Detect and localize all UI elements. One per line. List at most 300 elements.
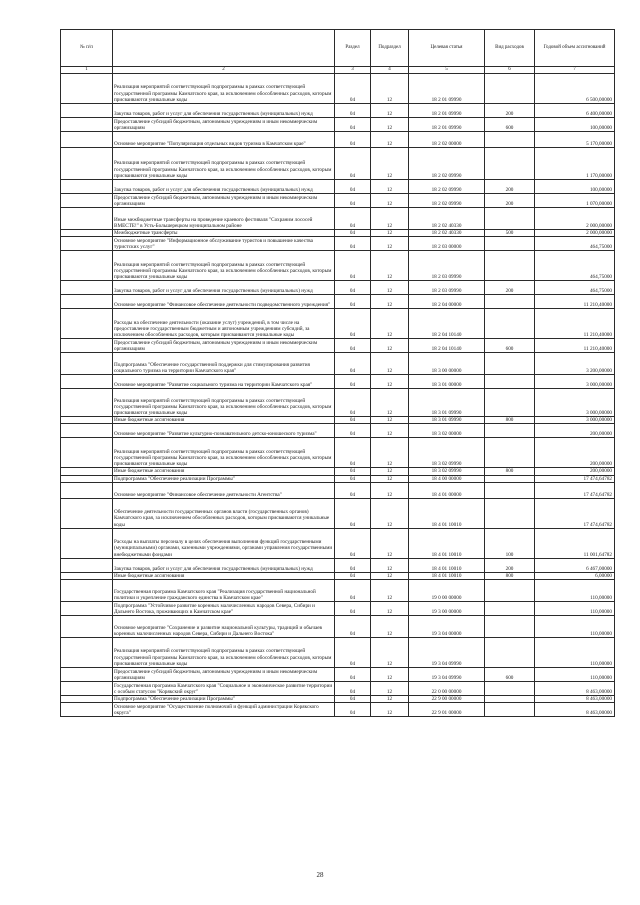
- row-section-cell: 04: [335, 703, 371, 717]
- table-row: [61, 558, 615, 572]
- row-name-cell: Основное мероприятие "Финансовое обеспечение деятельности подведомственного учреждения": [113, 295, 335, 309]
- row-number-cell: [61, 339, 113, 353]
- row-target-cell: 22 9 01 00000: [409, 703, 485, 717]
- row-name-cell: Иные бюджетные ассигнования: [113, 468, 335, 475]
- row-name-cell: Подпрограмма "Обеспечение государственной поддержки для стимулирования развития социального туризма на территории Камчатского края": [113, 353, 335, 375]
- row-amount-cell: 17 474,64782: [535, 482, 615, 498]
- row-subsection-cell: 12: [371, 118, 409, 132]
- row-target-cell: 19 3 04 09990: [409, 638, 485, 668]
- row-expense-type-cell: 800: [485, 417, 535, 424]
- row-amount-cell: 110,00000: [535, 668, 615, 682]
- row-name-cell: Предоставление субсидий бюджетным, автономным учреждениям и иным некоммерческим организациям: [113, 118, 335, 132]
- row-amount-cell: 17 474,64782: [535, 475, 615, 482]
- row-amount-cell: 6 400,00000: [535, 104, 615, 118]
- row-name-cell: Реализация мероприятий соответствующей подпрограммы в рамках соответствующей государственной программы Камчатского края, за исключением обособленных расходов, которым присваиваются уникальные коды: [113, 389, 335, 417]
- row-section-cell: 04: [335, 281, 371, 295]
- table-row: [61, 74, 615, 104]
- row-expense-type-cell: [485, 148, 535, 180]
- row-expense-type-cell: [485, 682, 535, 696]
- table-row: [61, 482, 615, 498]
- row-expense-type-cell: [485, 295, 535, 309]
- column-number: 5: [409, 67, 485, 74]
- page-number: 28: [316, 871, 324, 879]
- row-amount-cell: 8 463,00000: [535, 703, 615, 717]
- row-expense-type-cell: [485, 580, 535, 602]
- row-section-cell: 04: [335, 498, 371, 528]
- row-amount-cell: 3 000,00000: [535, 389, 615, 417]
- row-number-cell: [61, 638, 113, 668]
- row-expense-type-cell: 800: [485, 572, 535, 579]
- row-name-cell: Реализация мероприятий соответствующей подпрограммы в рамках соответствующей государственной программы Камчатского края, за исключением обособленных расходов, которым присваиваются уникальные коды: [113, 74, 335, 104]
- row-target-cell: 18 2 04 10140: [409, 309, 485, 339]
- row-target-cell: 18 3 02 09990: [409, 438, 485, 468]
- row-section-cell: 04: [335, 668, 371, 682]
- row-number-cell: [61, 353, 113, 375]
- row-number-cell: [61, 281, 113, 295]
- row-amount-cell: 11 210,40000: [535, 309, 615, 339]
- row-target-cell: 18 2 04 10140: [409, 339, 485, 353]
- row-section-cell: 04: [335, 237, 371, 251]
- table-row: [61, 424, 615, 438]
- column-number: 1: [61, 67, 113, 74]
- row-section-cell: 04: [335, 180, 371, 194]
- row-name-cell: Реализация мероприятий соответствующей подпрограммы в рамках соответствующей государственной программы Камчатского края, за исключением обособленных расходов, которым присваиваются уникальные коды: [113, 438, 335, 468]
- row-number-cell: [61, 498, 113, 528]
- row-expense-type-cell: 200: [485, 180, 535, 194]
- column-number: 2: [113, 67, 335, 74]
- row-name-cell: Реализация мероприятий соответствующей подпрограммы в рамках соответствующей государственной программы Камчатского края, за исключением обособленных расходов, которым присваиваются уникальные коды: [113, 251, 335, 281]
- row-number-cell: [61, 309, 113, 339]
- row-subsection-cell: 12: [371, 482, 409, 498]
- row-name-cell: Иные бюджетные ассигнования: [113, 417, 335, 424]
- budget-table: [60, 29, 615, 717]
- table-header-row: [61, 30, 615, 67]
- row-amount-cell: 11 210,40000: [535, 295, 615, 309]
- row-target-cell: 18 2 02 09990: [409, 194, 485, 208]
- column-numbers-row: [61, 67, 615, 74]
- row-subsection-cell: 12: [371, 558, 409, 572]
- row-amount-cell: 1 170,00000: [535, 148, 615, 180]
- row-name-cell: Государственная программа Камчатского края "Социальное и экономическое развитие территории с особым статусом "Корякский округ": [113, 682, 335, 696]
- row-target-cell: 18 2 02 40330: [409, 230, 485, 237]
- row-section-cell: 04: [335, 309, 371, 339]
- row-subsection-cell: 12: [371, 682, 409, 696]
- row-section-cell: 04: [335, 438, 371, 468]
- row-name-cell: Закупка товаров, работ и услуг для обеспечения государственных (муниципальных) нужд: [113, 281, 335, 295]
- table-row: [61, 295, 615, 309]
- row-section-cell: 04: [335, 528, 371, 558]
- row-target-cell: 18 2 01 09990: [409, 118, 485, 132]
- table-row: [61, 194, 615, 208]
- table-row: [61, 339, 615, 353]
- row-subsection-cell: 12: [371, 375, 409, 389]
- row-number-cell: [61, 616, 113, 638]
- row-number-cell: [61, 74, 113, 104]
- row-number-cell: [61, 703, 113, 717]
- row-subsection-cell: 12: [371, 468, 409, 475]
- row-name-cell: Закупка товаров, работ и услуг для обеспечения государственных (муниципальных) нужд: [113, 104, 335, 118]
- table-row: [61, 309, 615, 339]
- row-section-cell: 04: [335, 353, 371, 375]
- table-row: [61, 148, 615, 180]
- table-row: [61, 132, 615, 148]
- row-number-cell: [61, 180, 113, 194]
- column-number: 6: [485, 67, 535, 74]
- row-target-cell: 18 4 01 00000: [409, 482, 485, 498]
- row-number-cell: [61, 237, 113, 251]
- row-name-cell: Обеспечение деятельности государственных органов власти (государственных органов) Камчатского края, за исключением обособленных расходов, которым присваиваются уникальные коды: [113, 498, 335, 528]
- row-subsection-cell: 12: [371, 602, 409, 616]
- header-target-article: Целевая статья: [409, 30, 485, 67]
- row-subsection-cell: 12: [371, 148, 409, 180]
- table-row: [61, 668, 615, 682]
- header-subsection: Подраздел: [371, 30, 409, 67]
- row-name-cell: Предоставление субсидий бюджетным, автономным учреждениям и иным некоммерческим организациям: [113, 668, 335, 682]
- row-section-cell: 04: [335, 482, 371, 498]
- row-expense-type-cell: [485, 438, 535, 468]
- row-name-cell: Реализация мероприятий соответствующей подпрограммы в рамках соответствующей государственной программы Камчатского края, за исключением обособленных расходов, которым присваиваются уникальные коды: [113, 638, 335, 668]
- row-section-cell: 04: [335, 616, 371, 638]
- row-expense-type-cell: [485, 208, 535, 230]
- row-target-cell: 18 2 03 09990: [409, 281, 485, 295]
- table-row: [61, 475, 615, 482]
- row-section-cell: 04: [335, 424, 371, 438]
- row-name-cell: Предоставление субсидий бюджетным, автономным учреждениям и иным некоммерческим организациям: [113, 339, 335, 353]
- row-amount-cell: 6,00000: [535, 572, 615, 579]
- row-amount-cell: 3 000,00000: [535, 375, 615, 389]
- row-number-cell: [61, 375, 113, 389]
- column-number: 4: [371, 67, 409, 74]
- row-target-cell: 19 3 04 00000: [409, 616, 485, 638]
- row-target-cell: 18 2 04 00000: [409, 295, 485, 309]
- table-row: [61, 682, 615, 696]
- table-row: [61, 580, 615, 602]
- row-subsection-cell: 12: [371, 668, 409, 682]
- row-amount-cell: 464,75000: [535, 281, 615, 295]
- row-expense-type-cell: 800: [485, 468, 535, 475]
- row-number-cell: [61, 230, 113, 237]
- row-amount-cell: 2 000,00000: [535, 208, 615, 230]
- table-row: [61, 602, 615, 616]
- row-section-cell: 04: [335, 580, 371, 602]
- row-expense-type-cell: [485, 498, 535, 528]
- row-name-cell: Подпрограмма "Устойчивое развитие коренных малочисленных народов Севера, Сибири и Дальнего Востока, проживающих в Камчатском крае": [113, 602, 335, 616]
- row-amount-cell: 200,00000: [535, 468, 615, 475]
- header-number: № п/п: [61, 30, 113, 67]
- row-subsection-cell: 12: [371, 104, 409, 118]
- row-number-cell: [61, 572, 113, 579]
- row-expense-type-cell: [485, 696, 535, 703]
- row-number-cell: [61, 251, 113, 281]
- row-number-cell: [61, 389, 113, 417]
- row-amount-cell: 1 070,00000: [535, 194, 615, 208]
- row-number-cell: [61, 475, 113, 482]
- row-number-cell: [61, 528, 113, 558]
- row-amount-cell: 200,00000: [535, 424, 615, 438]
- row-name-cell: Основное мероприятие "Развитие культурно-познавательного детско-юношеского туризма": [113, 424, 335, 438]
- row-amount-cell: 6 500,00000: [535, 74, 615, 104]
- table-row: [61, 703, 615, 717]
- row-section-cell: 04: [335, 572, 371, 579]
- header-section: Раздел: [335, 30, 371, 67]
- row-subsection-cell: 12: [371, 696, 409, 703]
- row-name-cell: Предоставление субсидий бюджетным, автономным учреждениям и иным некоммерческим организациям: [113, 194, 335, 208]
- row-amount-cell: 110,00000: [535, 602, 615, 616]
- row-name-cell: Межбюджетные трансферты: [113, 230, 335, 237]
- header-name: [113, 30, 335, 67]
- row-section-cell: 04: [335, 682, 371, 696]
- header-expense-type: Вид расходов: [485, 30, 535, 67]
- row-subsection-cell: 12: [371, 580, 409, 602]
- column-number: 7: [535, 67, 615, 74]
- row-amount-cell: 100,00000: [535, 118, 615, 132]
- row-name-cell: Основное мероприятие "Осуществление полномочий и функций администрации Корякского округа": [113, 703, 335, 717]
- table-row: [61, 528, 615, 558]
- row-name-cell: Основное мероприятие "Финансовое обеспечение деятельности Агентства": [113, 482, 335, 498]
- row-subsection-cell: 12: [371, 180, 409, 194]
- row-expense-type-cell: 600: [485, 668, 535, 682]
- row-expense-type-cell: [485, 132, 535, 148]
- row-number-cell: [61, 104, 113, 118]
- row-subsection-cell: 12: [371, 528, 409, 558]
- row-expense-type-cell: [485, 602, 535, 616]
- row-name-cell: Основное мероприятие "Популяризация отдельных видов туризма в Камчатском крае": [113, 132, 335, 148]
- row-name-cell: Основное мероприятие "Сохранение и развитие национальной культуры, традиций и обычаев коренных малочисленных народов Севера, Сибири и Дальнего Востока": [113, 616, 335, 638]
- row-name-cell: Расходы на выплаты персоналу в целях обеспечения выполнения функций государственными (муниципальными) органами, казенными учреждениями, органами управления государственными внебюджетными фондами: [113, 528, 335, 558]
- row-subsection-cell: 12: [371, 281, 409, 295]
- row-subsection-cell: 12: [371, 295, 409, 309]
- row-expense-type-cell: [485, 237, 535, 251]
- row-amount-cell: 5 170,00000: [535, 132, 615, 148]
- row-subsection-cell: 12: [371, 638, 409, 668]
- table-row: [61, 230, 615, 237]
- row-expense-type-cell: [485, 251, 535, 281]
- row-subsection-cell: 12: [371, 498, 409, 528]
- column-number: 3: [335, 67, 371, 74]
- row-target-cell: 22 9 00 00000: [409, 696, 485, 703]
- row-name-cell: Государственная программа Камчатского края "Реализация государственной национальной политики и укрепление гражданского единства в Камчатском крае": [113, 580, 335, 602]
- row-expense-type-cell: [485, 616, 535, 638]
- table-row: [61, 616, 615, 638]
- row-expense-type-cell: 200: [485, 104, 535, 118]
- row-target-cell: 18 4 01 10010: [409, 558, 485, 572]
- table-row: [61, 375, 615, 389]
- row-subsection-cell: 12: [371, 703, 409, 717]
- row-section-cell: 04: [335, 194, 371, 208]
- table-row: [61, 104, 615, 118]
- table-row: [61, 180, 615, 194]
- row-subsection-cell: 12: [371, 572, 409, 579]
- row-name-cell: Реализация мероприятий соответствующей подпрограммы в рамках соответствующей государственной программы Камчатского края, за исключением обособленных расходов, которым присваиваются уникальные коды: [113, 148, 335, 180]
- row-name-cell: Иные межбюджетные трансферты на проведение краевого фестиваля "Сохраним лососей ВМЕСТЕ!" в Усть-Большерецком муниципальном районе: [113, 208, 335, 230]
- row-number-cell: [61, 482, 113, 498]
- row-section-cell: 04: [335, 638, 371, 668]
- row-section-cell: 04: [335, 118, 371, 132]
- table-row: [61, 638, 615, 668]
- row-number-cell: [61, 417, 113, 424]
- row-target-cell: 18 2 02 09990: [409, 180, 485, 194]
- row-expense-type-cell: [485, 309, 535, 339]
- row-target-cell: 18 4 00 00000: [409, 475, 485, 482]
- row-subsection-cell: 12: [371, 74, 409, 104]
- row-number-cell: [61, 295, 113, 309]
- row-expense-type-cell: [485, 74, 535, 104]
- row-section-cell: 04: [335, 230, 371, 237]
- row-subsection-cell: 12: [371, 438, 409, 468]
- row-section-cell: 04: [335, 468, 371, 475]
- row-amount-cell: 11 001,64782: [535, 528, 615, 558]
- row-expense-type-cell: 600: [485, 118, 535, 132]
- row-amount-cell: 110,00000: [535, 638, 615, 668]
- row-amount-cell: 8 463,00000: [535, 682, 615, 696]
- row-number-cell: [61, 132, 113, 148]
- row-subsection-cell: 12: [371, 424, 409, 438]
- row-target-cell: 18 2 02 00000: [409, 132, 485, 148]
- row-expense-type-cell: [485, 638, 535, 668]
- row-section-cell: 04: [335, 602, 371, 616]
- row-target-cell: 18 3 00 00000: [409, 353, 485, 375]
- row-subsection-cell: 12: [371, 309, 409, 339]
- row-expense-type-cell: 200: [485, 281, 535, 295]
- row-target-cell: 18 4 01 10010: [409, 498, 485, 528]
- row-subsection-cell: 12: [371, 389, 409, 417]
- row-name-cell: Подпрограмма "Обеспечение реализации Программы": [113, 696, 335, 703]
- row-expense-type-cell: [485, 353, 535, 375]
- row-target-cell: 18 2 03 00000: [409, 237, 485, 251]
- row-amount-cell: 110,00000: [535, 616, 615, 638]
- row-target-cell: 19 0 00 00000: [409, 580, 485, 602]
- row-amount-cell: 200,00000: [535, 438, 615, 468]
- row-amount-cell: 2 000,00000: [535, 230, 615, 237]
- table-row: [61, 237, 615, 251]
- row-section-cell: 04: [335, 208, 371, 230]
- row-target-cell: 18 2 02 09990: [409, 148, 485, 180]
- row-section-cell: 04: [335, 558, 371, 572]
- row-section-cell: 04: [335, 696, 371, 703]
- row-target-cell: 18 3 01 09990: [409, 389, 485, 417]
- table-row: [61, 251, 615, 281]
- row-number-cell: [61, 194, 113, 208]
- row-number-cell: [61, 558, 113, 572]
- row-amount-cell: 11 210,40000: [535, 339, 615, 353]
- row-number-cell: [61, 696, 113, 703]
- table-row: [61, 468, 615, 475]
- row-subsection-cell: 12: [371, 237, 409, 251]
- row-section-cell: 04: [335, 132, 371, 148]
- row-subsection-cell: 12: [371, 417, 409, 424]
- row-subsection-cell: 12: [371, 208, 409, 230]
- row-target-cell: 18 3 01 00000: [409, 375, 485, 389]
- row-expense-type-cell: 600: [485, 339, 535, 353]
- table-row: [61, 353, 615, 375]
- row-number-cell: [61, 424, 113, 438]
- row-amount-cell: 464,75000: [535, 251, 615, 281]
- row-amount-cell: 100,00000: [535, 180, 615, 194]
- row-amount-cell: 17 474,64782: [535, 498, 615, 528]
- table-row: [61, 696, 615, 703]
- row-name-cell: Закупка товаров, работ и услуг для обеспечения государственных (муниципальных) нужд: [113, 180, 335, 194]
- row-section-cell: 04: [335, 74, 371, 104]
- row-subsection-cell: 12: [371, 132, 409, 148]
- row-name-cell: Подпрограмма "Обеспечение реализации Программы": [113, 475, 335, 482]
- row-expense-type-cell: [485, 389, 535, 417]
- row-target-cell: 18 2 02 40330: [409, 208, 485, 230]
- row-target-cell: 22 0 00 00000: [409, 682, 485, 696]
- row-subsection-cell: 12: [371, 475, 409, 482]
- row-amount-cell: 8 463,00000: [535, 696, 615, 703]
- row-section-cell: 04: [335, 104, 371, 118]
- row-expense-type-cell: [485, 703, 535, 717]
- row-name-cell: Основное мероприятие "Информационное обслуживание туристов и повышение качества туристских услуг": [113, 237, 335, 251]
- row-expense-type-cell: [485, 482, 535, 498]
- row-target-cell: 18 4 01 10010: [409, 572, 485, 579]
- row-number-cell: [61, 148, 113, 180]
- row-amount-cell: 3 200,00000: [535, 353, 615, 375]
- row-number-cell: [61, 602, 113, 616]
- row-subsection-cell: 12: [371, 353, 409, 375]
- row-number-cell: [61, 682, 113, 696]
- row-expense-type-cell: 200: [485, 194, 535, 208]
- row-name-cell: Расходы на обеспечение деятельности (оказание услуг) учреждений, в том числе на предоставление государственным бюджетным и автономным учреждениям субсидий, за исключением обособленных расходов, которым присваиваются уникальные коды: [113, 309, 335, 339]
- row-target-cell: 18 2 01 09990: [409, 104, 485, 118]
- row-subsection-cell: 12: [371, 616, 409, 638]
- row-section-cell: 04: [335, 148, 371, 180]
- row-number-cell: [61, 668, 113, 682]
- row-target-cell: 18 3 02 00000: [409, 424, 485, 438]
- row-subsection-cell: 12: [371, 194, 409, 208]
- row-number-cell: [61, 118, 113, 132]
- row-name-cell: Основное мероприятие "Развитие социального туризма на территории Камчатского края": [113, 375, 335, 389]
- row-section-cell: 04: [335, 389, 371, 417]
- table-row: [61, 281, 615, 295]
- row-number-cell: [61, 468, 113, 475]
- header-amount: Годовой объем ассигнований: [535, 30, 615, 67]
- row-number-cell: [61, 438, 113, 468]
- row-section-cell: 04: [335, 375, 371, 389]
- row-section-cell: 04: [335, 295, 371, 309]
- table-row: [61, 118, 615, 132]
- row-expense-type-cell: [485, 375, 535, 389]
- row-name-cell: Иные бюджетные ассигнования: [113, 572, 335, 579]
- row-section-cell: 04: [335, 339, 371, 353]
- table-row: [61, 438, 615, 468]
- table-row: [61, 389, 615, 417]
- row-expense-type-cell: [485, 424, 535, 438]
- table-row: [61, 498, 615, 528]
- row-target-cell: 18 3 01 09990: [409, 417, 485, 424]
- row-section-cell: 04: [335, 417, 371, 424]
- row-section-cell: 04: [335, 475, 371, 482]
- row-section-cell: 04: [335, 251, 371, 281]
- row-number-cell: [61, 580, 113, 602]
- row-target-cell: 19 3 00 00000: [409, 602, 485, 616]
- row-expense-type-cell: [485, 475, 535, 482]
- row-target-cell: 18 3 02 09990: [409, 468, 485, 475]
- table-row: [61, 208, 615, 230]
- row-expense-type-cell: 500: [485, 230, 535, 237]
- row-amount-cell: 464,75000: [535, 237, 615, 251]
- row-subsection-cell: 12: [371, 230, 409, 237]
- row-target-cell: 18 2 01 09990: [409, 74, 485, 104]
- row-name-cell: Закупка товаров, работ и услуг для обеспечения государственных (муниципальных) нужд: [113, 558, 335, 572]
- row-target-cell: 18 2 03 09990: [409, 251, 485, 281]
- row-amount-cell: 3 000,00000: [535, 417, 615, 424]
- table-row: [61, 417, 615, 424]
- row-expense-type-cell: 200: [485, 558, 535, 572]
- row-subsection-cell: 12: [371, 339, 409, 353]
- row-amount-cell: 6 467,00000: [535, 558, 615, 572]
- table-body: [61, 74, 615, 717]
